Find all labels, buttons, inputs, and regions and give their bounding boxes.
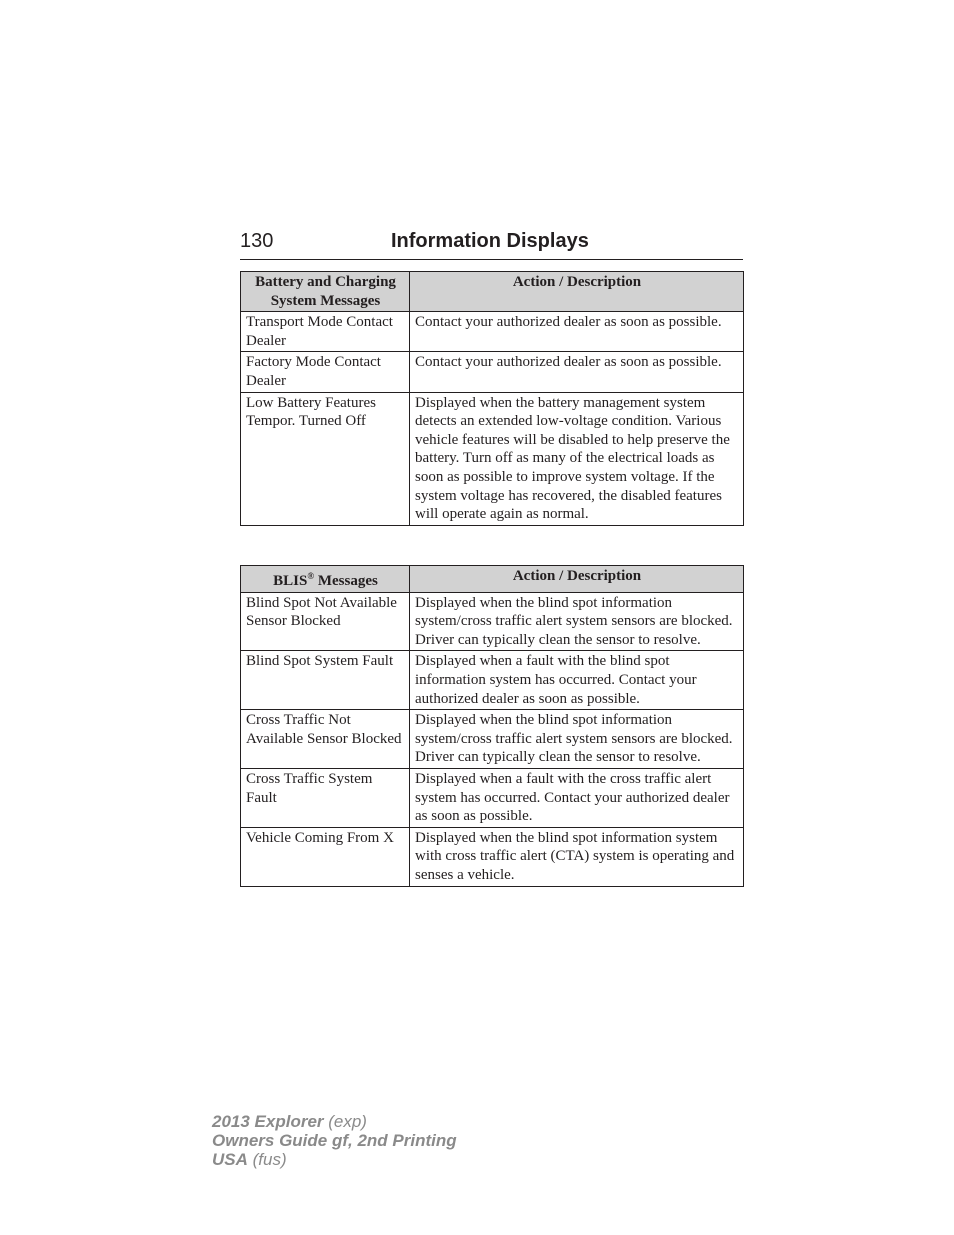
table-row (241, 352, 744, 392)
column-header-action: Action / Description (410, 272, 744, 312)
footer-guide: Owners Guide gf, 2nd Printing (212, 1131, 457, 1150)
message-cell: Cross Traffic System Fault (241, 768, 410, 827)
blis-header-suffix: Messages (314, 573, 378, 589)
footer-line (212, 1112, 457, 1131)
description-cell: Displayed when the battery management system detects an extended low-voltage condition. Various vehicle features will be disabled to help preserve the battery. Turn off as many of the electrical loads as soon as possible to improve system voltage. If the system voltage has recovered, the disabled features will operate again as normal. (410, 392, 744, 525)
description-cell: Displayed when a fault with the blind spot information system has occurred. Contact your authorized dealer as soon as possible. (410, 651, 744, 710)
description-cell: Contact your authorized dealer as soon as possible. (410, 312, 744, 352)
description-cell: Contact your authorized dealer as soon as possible. (410, 352, 744, 392)
table-header-row (241, 566, 744, 593)
table-header-row (241, 272, 744, 312)
footer-line (212, 1131, 457, 1150)
footer-market-code: (fus) (247, 1150, 287, 1169)
table-row (241, 710, 744, 769)
table-row (241, 392, 744, 525)
table-row (241, 312, 744, 352)
column-header-messages (241, 566, 410, 593)
table-row (241, 827, 744, 886)
blis-messages-table (240, 565, 744, 887)
message-cell: Blind Spot Not Available Sensor Blocked (241, 592, 410, 651)
page-header (240, 229, 743, 260)
message-cell: Factory Mode Contact Dealer (241, 352, 410, 392)
registered-mark: ® (307, 571, 315, 581)
footer-line (212, 1150, 457, 1169)
message-cell: Cross Traffic Not Available Sensor Blocked (241, 710, 410, 769)
footer-market: USA (212, 1150, 248, 1169)
message-cell: Blind Spot System Fault (241, 651, 410, 710)
message-cell: Vehicle Coming From X (241, 827, 410, 886)
column-header-messages: Battery and Charging System Messages (241, 272, 410, 312)
description-cell: Displayed when the blind spot information system with cross traffic alert (CTA) system is operating and senses a vehicle. (410, 827, 744, 886)
table-row (241, 651, 744, 710)
description-cell: Displayed when a fault with the cross traffic alert system has occurred. Contact your authorized dealer as soon as possible. (410, 768, 744, 827)
message-cell: Transport Mode Contact Dealer (241, 312, 410, 352)
column-header-action: Action / Description (410, 566, 744, 593)
table-row (241, 768, 744, 827)
battery-messages-table (240, 271, 744, 526)
page-number: 130 (240, 230, 274, 252)
document-footer (212, 1112, 457, 1169)
footer-model: 2013 Explorer (212, 1112, 324, 1131)
table-row (241, 592, 744, 651)
description-cell: Displayed when the blind spot information system/cross traffic alert system sensors are blocked. Driver can typically clean the sensor to resolve. (410, 592, 744, 651)
description-cell: Displayed when the blind spot information system/cross traffic alert system sensors are blocked. Driver can typically clean the sensor to resolve. (410, 710, 744, 769)
section-title: Information Displays (391, 230, 589, 252)
blis-header-prefix: BLIS (273, 573, 308, 589)
message-cell: Low Battery Features Tempor. Turned Off (241, 392, 410, 525)
footer-model-code: (exp) (323, 1112, 367, 1131)
